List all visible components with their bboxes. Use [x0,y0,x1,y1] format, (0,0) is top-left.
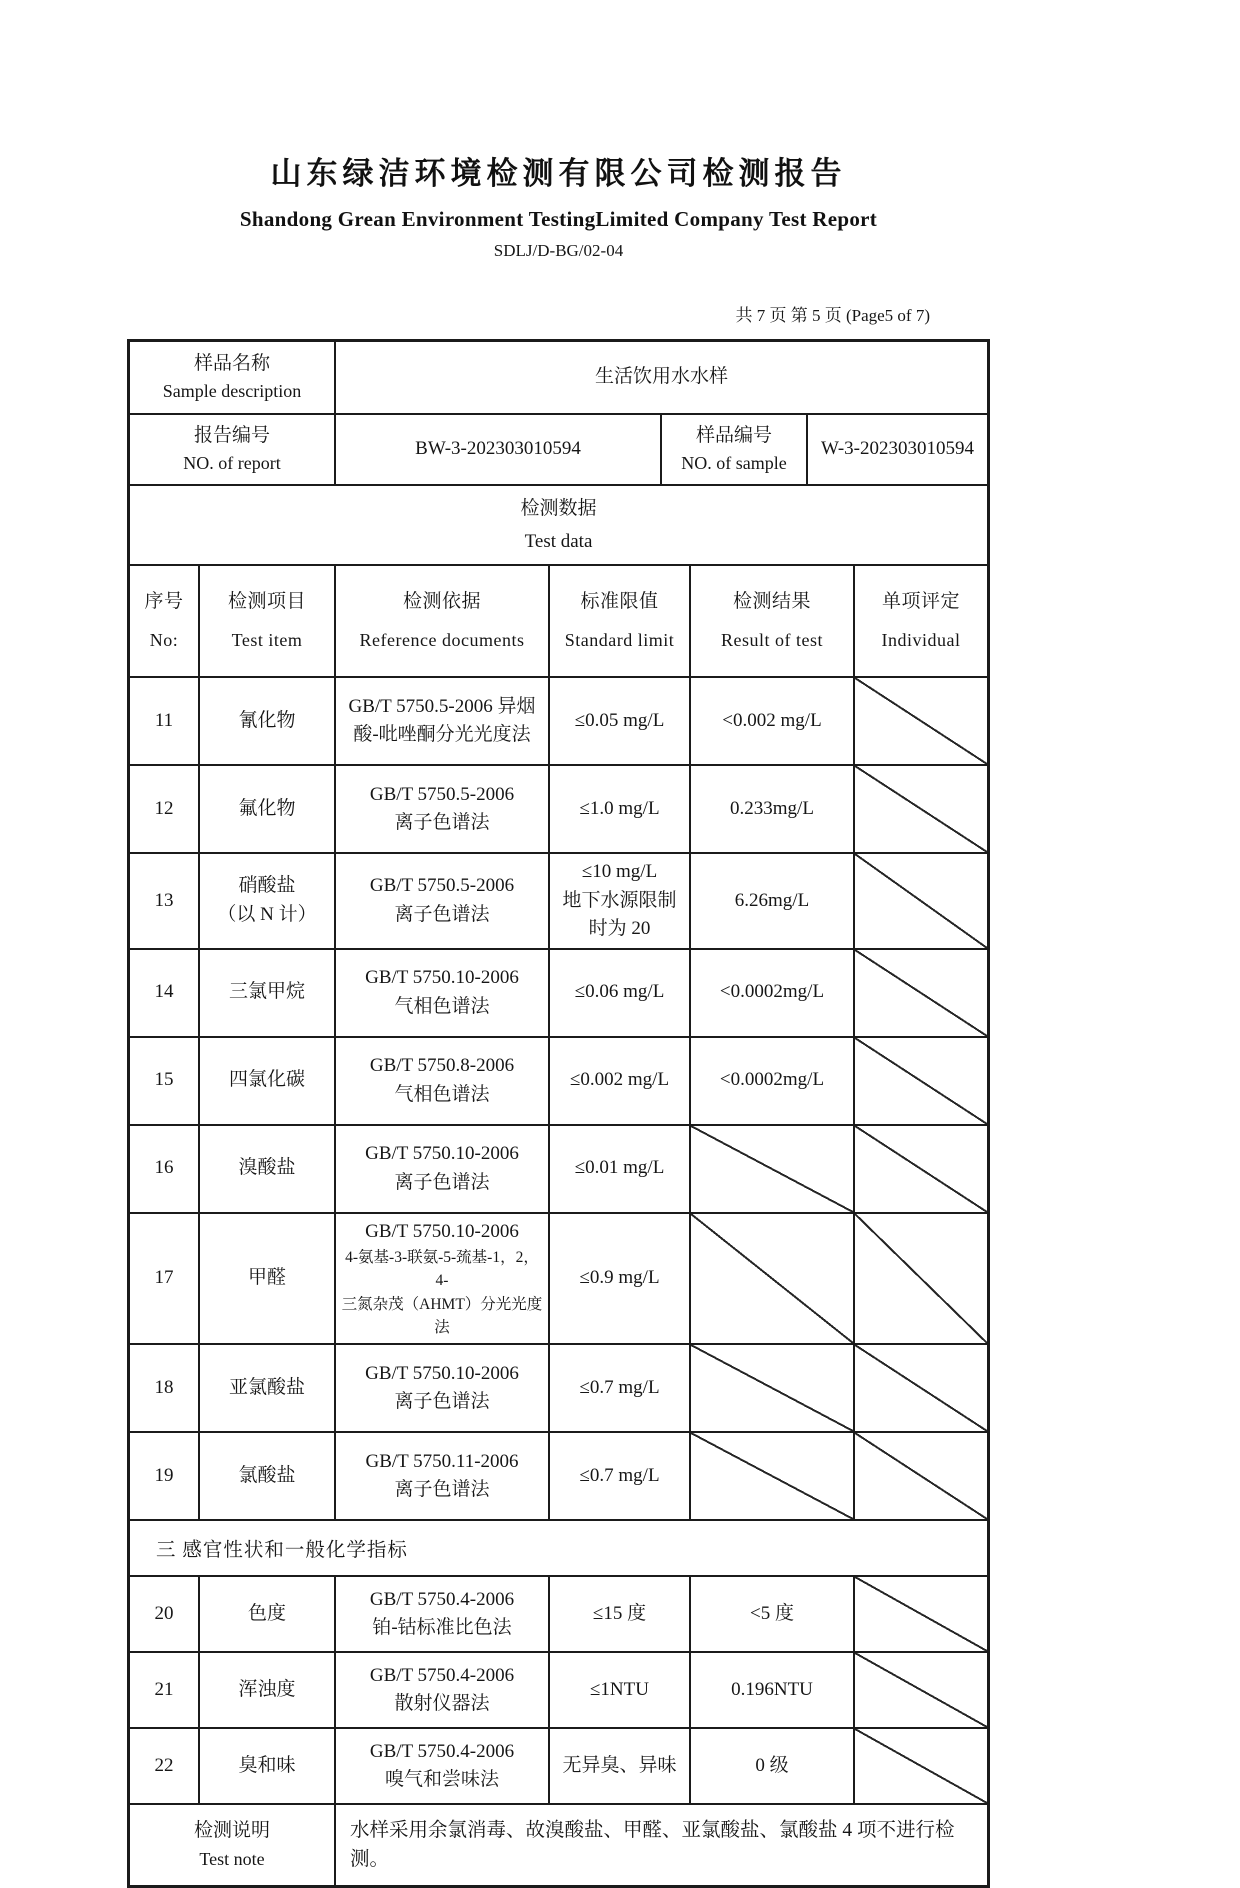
test-item-cell: 色度 [200,1577,336,1651]
table-row [130,950,987,1038]
individual-rating-cell [855,1433,987,1519]
limit-cell: ≤0.05 mg/L [550,678,691,764]
row-number-cell: 15 [130,1038,200,1124]
table-row [130,1214,987,1346]
table-row [130,766,987,854]
individual-rating-cell [855,1126,987,1212]
individual-rating-cell [855,1345,987,1431]
result-cell: <0.002 mg/L [691,678,855,764]
row-number-cell: 19 [130,1433,200,1519]
header-test-item: 检测项目 Test item [200,566,336,676]
limit-cell: ≤0.9 mg/L [550,1214,691,1344]
limit-cell: ≤0.06 mg/L [550,950,691,1036]
method-cell: GB/T 5750.8-2006 气相色谱法 [336,1038,550,1124]
test-note-label [130,1805,336,1885]
test-item-cell: 氰化物 [200,678,336,764]
header-standard-limit: 标准限值 Standard limit [550,566,691,676]
limit-cell: ≤15 度 [550,1577,691,1651]
method-cell: GB/T 5750.4-2006 嗅气和尝味法 [336,1729,550,1803]
limit-cell: ≤1NTU [550,1653,691,1727]
row-number-cell: 16 [130,1126,200,1212]
result-cell: 0 级 [691,1729,855,1803]
test-item-cell: 氯酸盐 [200,1433,336,1519]
limit-cell: ≤0.7 mg/L [550,1345,691,1431]
table-row [130,1345,987,1433]
result-cell: 0.233mg/L [691,766,855,852]
test-item-cell: 甲醛 [200,1214,336,1344]
page-title: 山东绿洁环境检测有限公司检测报告 [270,156,847,191]
subsection-title: 三 感官性状和一般化学指标 [130,1521,987,1577]
label-en: Sample description [162,381,302,402]
method-cell: GB/T 5750.10-2006 离子色谱法 [336,1126,550,1212]
header-no: 序号 No: [130,566,200,676]
test-note-row [130,1805,987,1885]
page-indicator: 共 7 页 第 5 页 (Page5 of 7) [735,306,930,325]
report-number-value: BW-3-202303010594 [336,415,662,484]
result-cell: <0.0002mg/L [691,1038,855,1124]
label-en: Test note [199,1848,265,1869]
data-rows-chemical [130,678,987,1521]
test-item-cell: 四氯化碳 [200,1038,336,1124]
label-cn: 检测说明 [193,1820,270,1842]
row-number-cell: 14 [130,950,200,1036]
result-cell [691,1433,855,1519]
header-reference-documents: 检测依据 Reference documents [336,566,550,676]
method-cell: GB/T 5750.5-2006 异烟 酸-吡唑酮分光光度法 [336,678,550,764]
limit-cell: ≤0.01 mg/L [550,1126,691,1212]
result-cell: 0.196NTU [691,1653,855,1727]
result-cell [691,1126,855,1212]
limit-cell: ≤1.0 mg/L [550,766,691,852]
test-item-cell: 亚氯酸盐 [200,1345,336,1431]
individual-rating-cell [855,1038,987,1124]
individual-rating-cell [855,854,987,948]
row-number-cell: 18 [130,1345,200,1431]
limit-cell: ≤0.002 mg/L [550,1038,691,1124]
row-number-cell: 21 [130,1653,200,1727]
row-number-cell: 11 [130,678,200,764]
test-data-title-en: Test data [524,531,593,552]
test-item-cell: 浑浊度 [200,1653,336,1727]
method-cell: GB/T 5750.11-2006 离子色谱法 [336,1433,550,1519]
result-cell: <0.0002mg/L [691,950,855,1036]
sample-description-row [130,342,987,415]
individual-rating-cell [855,1729,987,1803]
data-rows-sensory [130,1577,987,1805]
result-cell: 6.26mg/L [691,854,855,948]
report-number-label [130,415,336,484]
table-row [130,854,987,950]
row-number-cell: 20 [130,1577,200,1651]
header-result: 检测结果 Result of test [691,566,855,676]
method-cell: GB/T 5750.5-2006 离子色谱法 [336,766,550,852]
method-cell: GB/T 5750.5-2006 离子色谱法 [336,854,550,948]
test-item-cell: 臭和味 [200,1729,336,1803]
test-item-cell: 氟化物 [200,766,336,852]
test-note-text: 水样采用余氯消毒、故溴酸盐、甲醛、亚氯酸盐、氯酸盐 4 项不进行检测。 [350,1819,955,1870]
test-data-title-cn: 检测数据 [520,497,597,519]
test-data-banner [130,486,987,566]
result-cell: <5 度 [691,1577,855,1651]
page-title-english: Shandong Grean Environment TestingLimited Company Test Report [239,207,878,231]
individual-rating-cell [855,950,987,1036]
test-item-cell: 硝酸盐 （以 N 计） [200,854,336,948]
individual-rating-cell [855,766,987,852]
sample-description-label [130,342,336,413]
individual-rating-cell [855,1653,987,1727]
method-cell: GB/T 5750.4-2006 散射仪器法 [336,1653,550,1727]
row-number-cell: 12 [130,766,200,852]
table-row [130,1433,987,1521]
result-cell [691,1345,855,1431]
report-table [127,339,990,1888]
document-code: SDLJ/D-BG/02-04 [493,241,624,260]
table-row [130,678,987,766]
individual-rating-cell [855,1214,987,1344]
method-cell: GB/T 5750.10-2006 离子色谱法 [336,1345,550,1431]
sample-number-label [662,415,808,484]
sample-description-value: 生活饮用水水样 [594,366,728,388]
limit-cell: ≤10 mg/L 地下水源限制 时为 20 [550,854,691,948]
table-row [130,1577,987,1653]
label-en: NO. of sample [681,453,787,474]
report-number-row [130,415,987,486]
test-item-cell: 溴酸盐 [200,1126,336,1212]
table-row [130,1729,987,1805]
label-en: NO. of report [183,453,281,474]
test-item-cell: 三氯甲烷 [200,950,336,1036]
table-row [130,1038,987,1126]
method-cell: GB/T 5750.10-2006 气相色谱法 [336,950,550,1036]
individual-rating-cell [855,1577,987,1651]
header-individual: 单项评定 Individual [881,591,961,651]
limit-cell: 无异臭、异味 [550,1729,691,1803]
label-cn: 样品名称 [193,352,270,374]
label-cn: 样品编号 [695,424,772,446]
row-number-cell: 22 [130,1729,200,1803]
result-cell [691,1214,855,1344]
row-number-cell: 17 [130,1214,200,1344]
method-cell: GB/T 5750.10-2006 4-氨基-3-联氨-5-巯基-1，2，4- 三氮杂茂（AHMT）分光光度法 [336,1214,550,1344]
label-cn: 报告编号 [193,424,270,446]
limit-cell: ≤0.7 mg/L [550,1433,691,1519]
table-header-row [130,566,987,678]
table-row [130,1653,987,1729]
report-document [127,0,990,1888]
row-number-cell: 13 [130,854,200,948]
individual-rating-cell [855,678,987,764]
sample-number-value: W-3-202303010594 [820,438,975,460]
table-row [130,1126,987,1214]
method-cell: GB/T 5750.4-2006 铂-钴标准比色法 [336,1577,550,1651]
